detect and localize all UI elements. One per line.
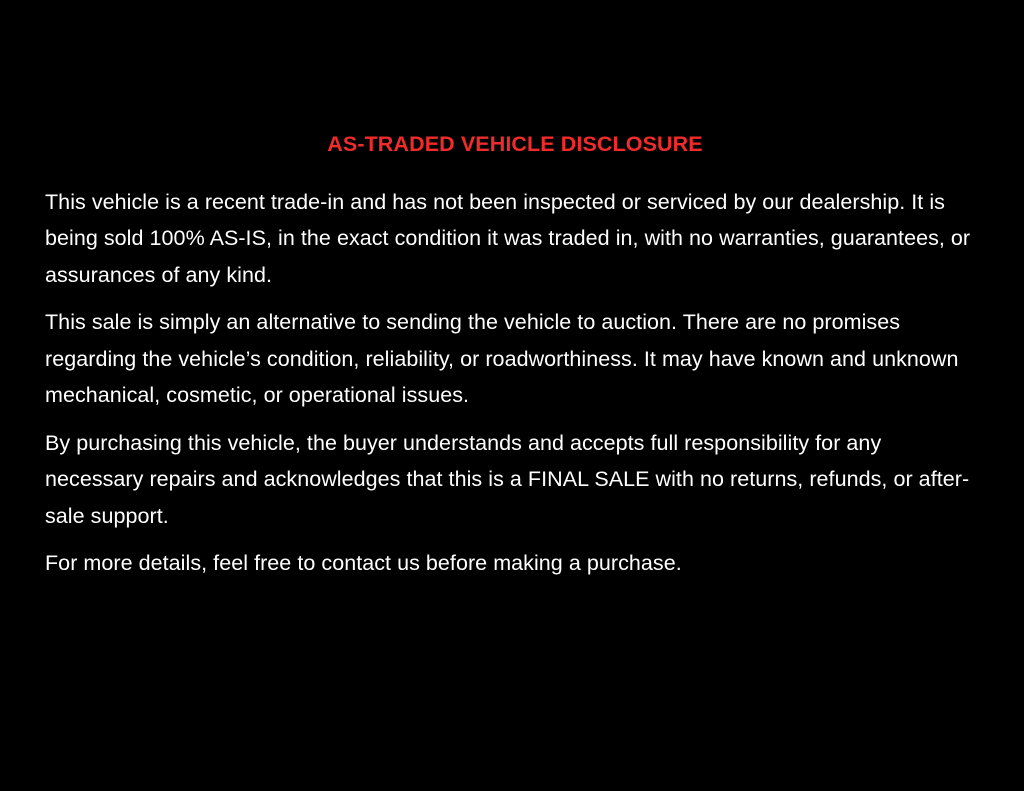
page-title: AS-TRADED VEHICLE DISCLOSURE bbox=[327, 132, 703, 156]
disclosure-paragraph-2: This sale is simply an alternative to sending the vehicle to auction. There are no promises regarding the vehicle’s condition, reliability, or roadworthiness. It may have known and unknown mechanical, cosmetic, or operational issues. bbox=[45, 310, 959, 408]
disclosure-paragraph-1: This vehicle is a recent trade-in and has not been inspected or serviced by our dealership. It is being sold 100% AS-IS, in the exact condition it was traded in, with no warranties, guarantees, or assurances of any kind. bbox=[45, 189, 971, 287]
disclosure-paragraph-3: By purchasing this vehicle, the buyer understands and accepts full responsibility for any necessary repairs and acknowledges that this is a FINAL SALE with no returns, refunds, or after-sale support. bbox=[45, 430, 970, 528]
disclosure-paragraph-4: For more details, feel free to contact us before making a purchase. bbox=[45, 551, 682, 576]
disclosure-block bbox=[45, 132, 985, 582]
